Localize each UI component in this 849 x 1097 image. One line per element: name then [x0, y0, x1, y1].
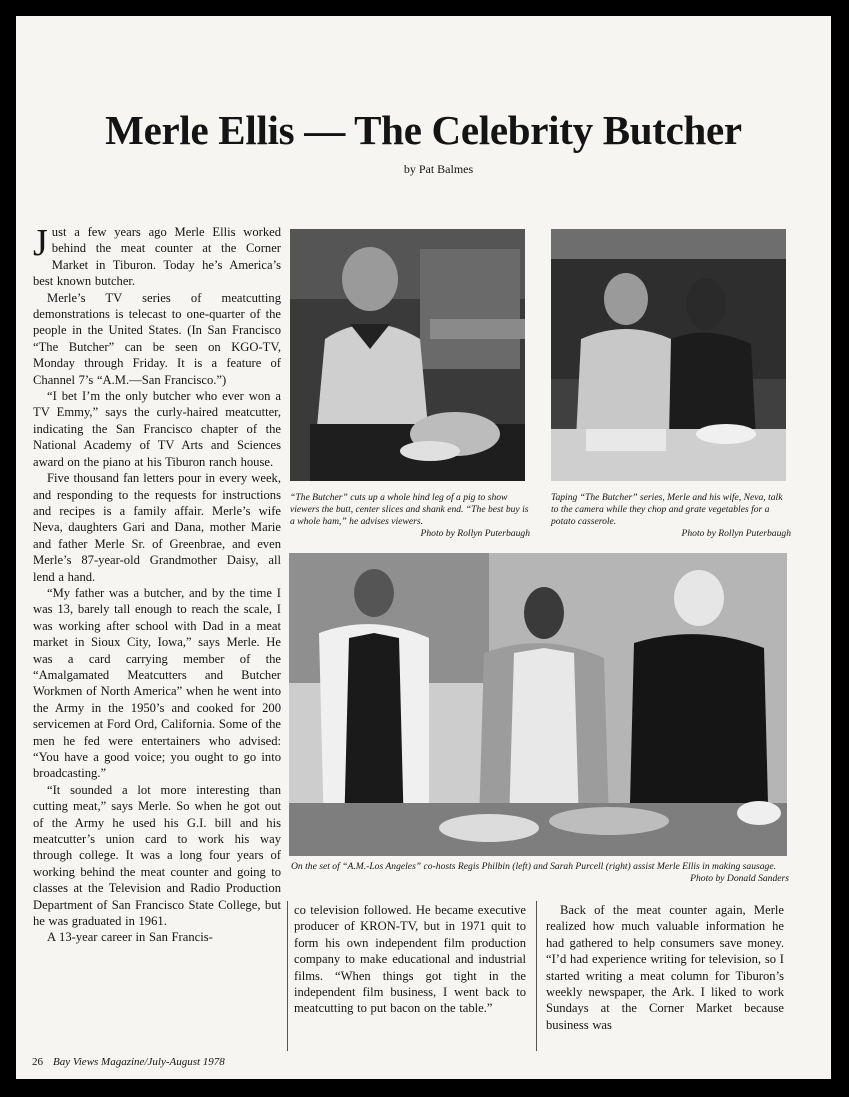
magazine-page	[16, 16, 831, 1079]
photo-merle-and-neva-cooking	[551, 229, 786, 481]
article-column-1	[33, 224, 281, 1050]
photo-caption: “The Butcher” cuts up a whole hind leg of a pig to show viewers the butt, center slices and shank end. “The best buy is a whole ham,” he advises viewers. Photo by Rollyn Puterbaugh	[290, 492, 530, 539]
page-footer	[32, 1056, 225, 1068]
paragraph: “I bet I’m the only butcher who ever won a TV Emmy,” says the curly-haired meatcutter, indicating the San Francisco chapter of the National Academy of TV Arts and Sciences award on the piano at his Tiburon ranch house.	[33, 389, 281, 469]
photo-caption: On the set of “A.M.-Los Angeles” co-hosts Regis Philbin (left) and Sarah Purcell (right) assist Merle Ellis in making sausage. Photo by Donald Sanders	[291, 861, 789, 884]
page-number: 26	[32, 1056, 43, 1068]
column-rule	[287, 901, 288, 1051]
column-rule	[536, 901, 537, 1051]
publication-name: Bay Views Magazine/July-August 1978	[53, 1056, 225, 1068]
article-column-2	[294, 902, 526, 1052]
paragraph: co television followed. He became executive producer of KRON-TV, but in 1971 quit to form his own independent film production company to make educational and industrial films. “When things got tight in the independent film business, I went back to meatcutting to put bacon on the table.”	[294, 903, 526, 1016]
photo-butcher-cutting-pork	[290, 229, 525, 481]
drop-cap: J	[33, 224, 48, 264]
paragraph: “My father was a butcher, and by the time I was 13, barely tall enough to reach the scale, I was working after school with Dad in a meat market in Sioux City, Iowa,” says Merle. He was a card carrying member of the “Amalgamated Meatcutters and Butcher Workmen of North America” when he went into the Army in the 1950’s and cooked for 200 servicemen at Ford Ord, California. Some of the men he fed were entertainers who advised: “You have a good voice; you ought to go into broadcasting.”	[33, 585, 281, 781]
photo-caption: Taping “The Butcher” series, Merle and his wife, Neva, talk to the camera while they chop and grate vegetables for a potato casserole. Photo by Rollyn Puterbaugh	[551, 492, 791, 539]
paragraph: Back of the meat counter again, Merle realized how much valuable information he had gathered to help consumers save money. “I’d had experience writing for television, so I started writing a meat column for Tiburon’s weekly newspaper, the Ark. I liked to work Sundays at the Corner Market because business was	[546, 903, 784, 1032]
photo-image	[289, 553, 787, 856]
paragraph: A 13-year career in San Francis-	[47, 930, 213, 945]
paragraph: Just a few years ago Merle Ellis worked behind the meat counter at the Corner Market in Tiburon. Today he’s America’s best known butcher.	[33, 224, 281, 289]
paragraph: Five thousand fan letters pour in every week, and responding to the requests for instructions and recipes is a family affair. Merle’s wife Neva, daughters Gari and Dana, mother Marie and father Merle Sr. of Greenbrae, and even Merle’s 87-year-old Grandmother Daisy, all lend a hand.	[33, 471, 281, 584]
article-title: Merle Ellis — The Celebrity Butcher	[105, 107, 742, 153]
paragraph: “It sounded a lot more interesting than cutting meat,” says Merle. So when he got out of the Army he used his G.I. bill and his meatcutter’s union card to work his way through college. It was a long four years of working behind the meat counter and going to classes at the Television and Radio Production Department of San Francisco State College, but he was graduated in 1961.	[33, 782, 281, 929]
byline: by Pat Balmes	[403, 162, 474, 176]
paragraph: Merle’s TV series of meatcutting demonstrations is telecast to one-quarter of the people in the United States. (In San Francisco “The Butcher” can be seen on KGO-TV, Monday through Friday. It is a feature of Channel 7’s “A.M.—San Francisco.”)	[33, 290, 281, 387]
photo-image	[551, 229, 786, 481]
photo-credit: Photo by Rollyn Puterbaugh	[420, 528, 530, 539]
photo-image	[290, 229, 525, 481]
photo-am-los-angeles-set	[289, 553, 787, 856]
article-column-3	[546, 902, 784, 1052]
photo-credit: Photo by Donald Sanders	[690, 873, 789, 884]
photo-credit: Photo by Rollyn Puterbaugh	[681, 528, 791, 539]
